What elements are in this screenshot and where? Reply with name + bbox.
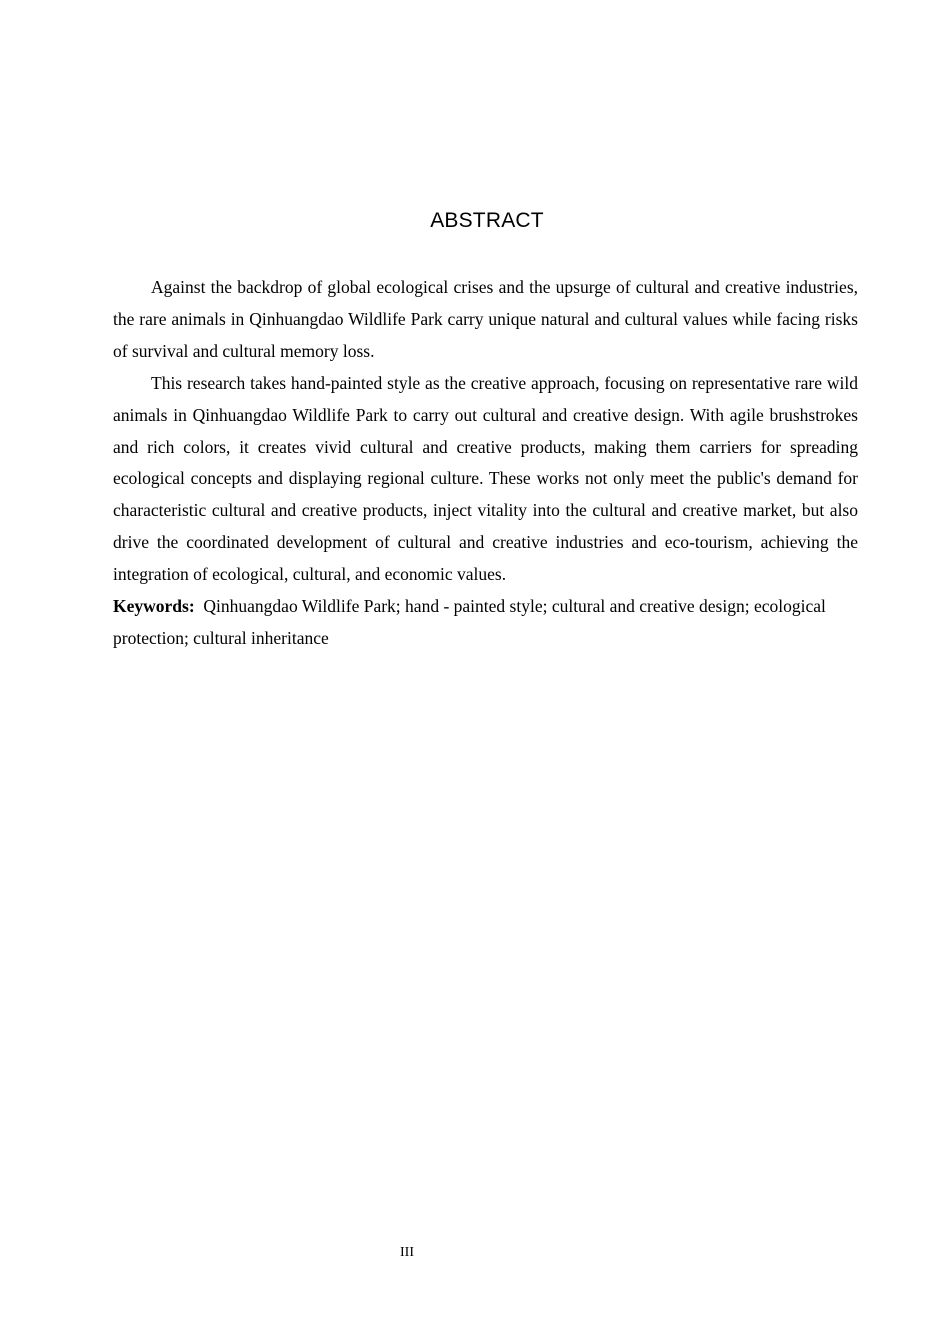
page-number: III [400, 1245, 414, 1260]
abstract-title: ABSTRACT [430, 209, 544, 232]
abstract-paragraph-1: Against the backdrop of global ecological crises and the upsurge of cultural and creative industries, the rare animals in Qinhuangdao Wildlife Park carry unique natural and cultural values while facing risks of survival and cultural memory loss. [113, 277, 858, 361]
keywords-line [113, 591, 858, 655]
keywords-text: Qinhuangdao Wildlife Park; hand - painted style; cultural and creative design; ecological protection; cultural inheritance [113, 596, 826, 648]
abstract-body [113, 272, 858, 655]
keywords-label: Keywords: [113, 596, 195, 617]
abstract-paragraph-2: This research takes hand-painted style as the creative approach, focusing on representative rare wild animals in Qinhuangdao Wildlife Park to carry out cultural and creative design. With agile brushstrokes and rich colors, it creates vivid cultural and creative products, making them carriers for spreading ecological concepts and displaying regional culture. These works not only meet the public's demand for characteristic cultural and creative products, inject vitality into the cultural and creative market, but also drive the coordinated development of cultural and creative industries and eco-tourism, achieving the integration of ecological, cultural, and economic values. [113, 372, 858, 585]
